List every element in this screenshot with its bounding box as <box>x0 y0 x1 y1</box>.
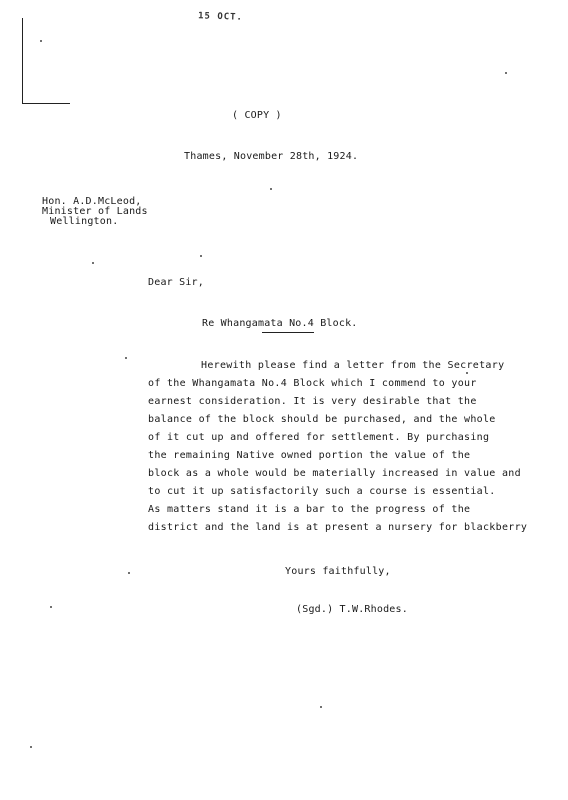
subject-line: Re Whangamata No.4 Block. <box>202 318 358 329</box>
scan-speck <box>128 572 130 574</box>
body-line: Herewith please find a letter from the Secretary <box>201 360 505 371</box>
place-date: Thames, November 28th, 1924. <box>184 151 359 162</box>
body-line: balance of the block should be purchased, and the whole <box>148 414 496 425</box>
margin-mark-vertical <box>22 18 23 104</box>
margin-mark-horizontal <box>22 103 70 104</box>
scan-speck <box>30 746 32 748</box>
body-line: of it cut up and offered for settlement. By purchasing <box>148 432 490 443</box>
recipient-title: Minister of Lands <box>42 206 148 217</box>
body-line: block as a whole would be materially increased in value and <box>148 468 521 479</box>
body-line: the remaining Native owned portion the value of the <box>148 450 471 461</box>
scan-speck <box>50 606 52 608</box>
copy-label: ( COPY ) <box>232 110 282 121</box>
subject-underline <box>262 332 314 333</box>
scan-speck <box>40 40 42 42</box>
received-stamp: 15 ОСТ. <box>197 11 244 23</box>
scan-speck <box>320 706 322 708</box>
scan-speck <box>466 372 468 374</box>
body-line: to cut it up satisfactorily such a course is essential. <box>148 486 496 497</box>
scan-speck <box>200 255 202 257</box>
recipient-name: Hon. A.D.McLeod, <box>42 196 142 207</box>
signature: (Sgd.) T.W.Rhodes. <box>296 604 408 615</box>
body-line: As matters stand it is a bar to the progress of the <box>148 504 471 515</box>
salutation: Dear Sir, <box>148 277 204 288</box>
body-line: earnest consideration. It is very desirable that the <box>148 396 477 407</box>
scan-speck <box>270 188 272 190</box>
body-line: of the Whangamata No.4 Block which I commend to your <box>148 378 477 389</box>
scan-speck <box>125 357 127 359</box>
scan-speck <box>92 262 94 264</box>
recipient-city: Wellington. <box>50 216 119 227</box>
closing: Yours faithfully, <box>285 566 391 577</box>
scan-speck <box>505 72 507 74</box>
body-line: district and the land is at present a nursery for blackberry <box>148 522 528 533</box>
